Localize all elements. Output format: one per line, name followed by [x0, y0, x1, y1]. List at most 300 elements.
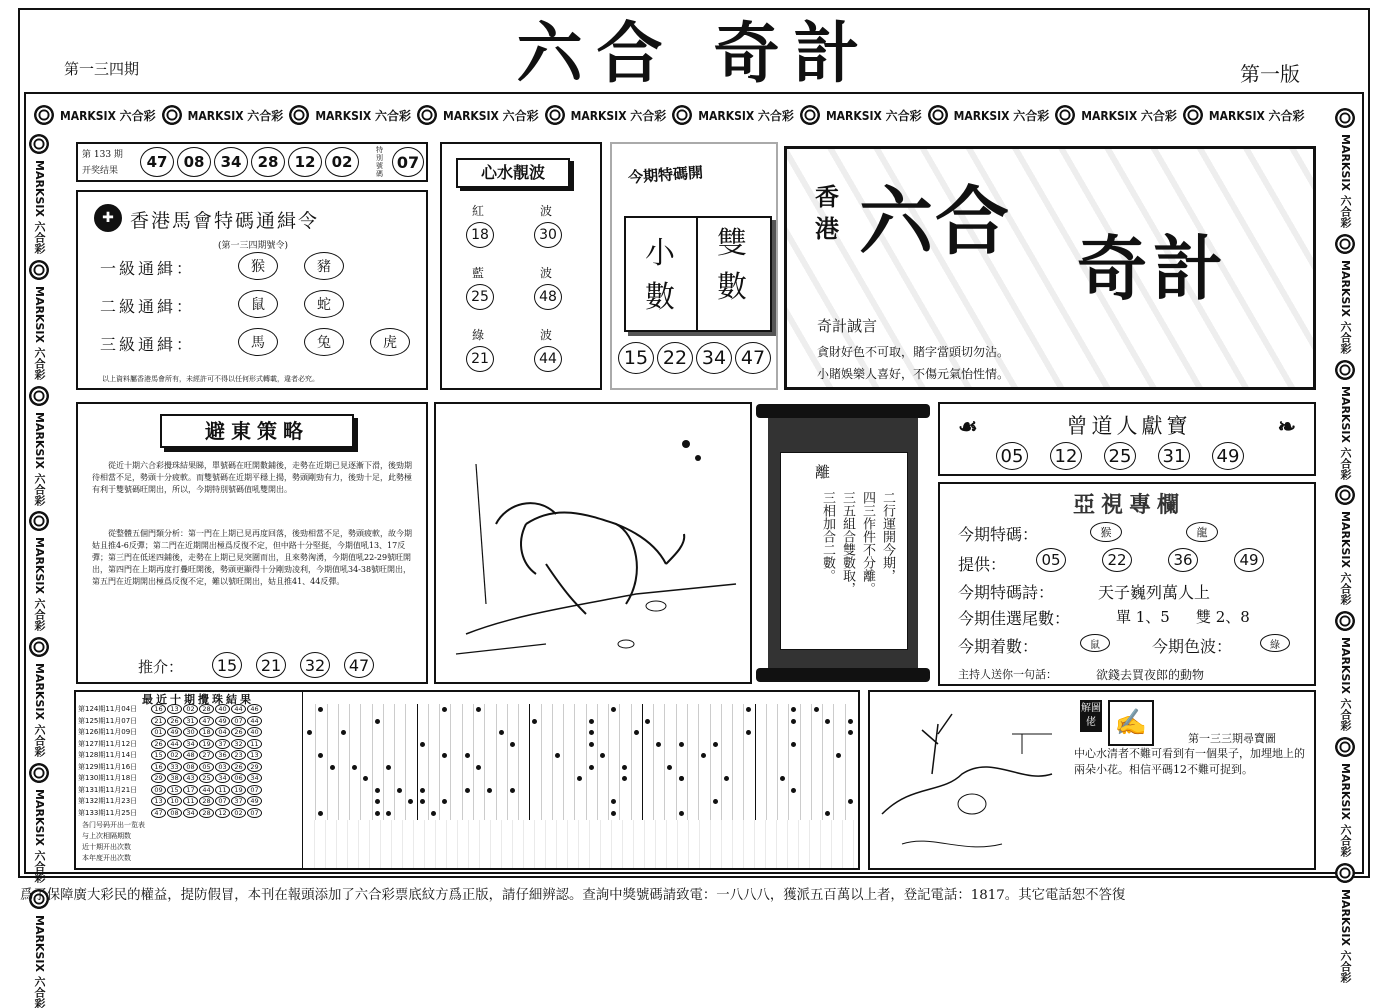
wave-label: 波: [540, 266, 553, 280]
recent-issue: 第133期11月25日: [78, 808, 138, 817]
asia-provide-numbers: [1036, 548, 1264, 572]
drawn-number-dot: [622, 765, 627, 770]
recent-number: 19: [231, 785, 246, 795]
wave-color-label: 紅: [472, 204, 485, 218]
recent-row: [78, 785, 262, 795]
marksix-stripe-right: [1332, 102, 1358, 983]
drawn-number-dot: [825, 719, 830, 724]
grid-column-line: [619, 704, 620, 820]
drawn-number-dot: [330, 765, 335, 770]
flower-icon: [29, 511, 49, 531]
special-label: 特別號碼: [376, 146, 383, 178]
grid-column-line: [349, 704, 350, 820]
recent-number: 09: [151, 785, 166, 795]
daoren-number: 12: [1050, 442, 1082, 470]
drawn-number-dot: [622, 776, 627, 781]
drawn-number-dot: [499, 730, 504, 735]
jockey-club-logo: ✚: [94, 204, 122, 232]
drawn-number-dot: [375, 811, 380, 816]
recent-number: 26: [151, 739, 166, 749]
flower-icon: [1183, 105, 1203, 125]
daoren-number: 05: [996, 442, 1028, 470]
grid-column-line: [777, 704, 778, 820]
asia-focus-label: 今期着數：: [958, 637, 1039, 656]
stripe-text: MARKSIX 六合彩: [1081, 108, 1177, 123]
asia-poem: 天子巍列萬人上: [1098, 583, 1211, 602]
treasure-text: 中心水清者不難可看到有一個果子，加埋地上的兩朵小花。相信平碼12不難可捉到。: [1074, 747, 1305, 776]
recent-number: 34: [247, 773, 262, 783]
last-draw-issue: 第 133 期: [82, 150, 123, 160]
stripe-text: MARKSIX 六合彩: [1339, 385, 1352, 480]
recent-number: 21: [151, 716, 166, 726]
grid-column-line: [732, 704, 733, 820]
recent-number: 27: [199, 750, 214, 760]
wanted-subtitle: (第一三四期號令): [218, 241, 289, 251]
asia-color-item: 綠: [1260, 634, 1290, 652]
grid-column-line: [529, 704, 530, 820]
wave-number: 44: [534, 346, 562, 372]
recent-issue: 第125期11月07日: [78, 716, 138, 725]
grid-column-line: [800, 704, 801, 820]
asia-color-label: 今期色波：: [1152, 637, 1233, 656]
wanted-row-label: 二級通緝：: [100, 297, 196, 316]
recent-footer-label: 与上次相隔期数: [82, 832, 131, 840]
wave-label: 波: [540, 204, 553, 218]
asia-focus-item: 鼠: [1080, 634, 1110, 652]
recent-number: 47: [151, 808, 166, 818]
flower-icon: [800, 105, 820, 125]
recent-number: 49: [167, 727, 182, 737]
recent-number: 23: [231, 750, 246, 760]
scroll-col3: 三五組合雙數取，: [840, 491, 855, 595]
scroll-head: 離: [815, 463, 831, 481]
drawn-number-dot: [487, 788, 492, 793]
recent-number: 34: [183, 808, 198, 818]
treasure-panel: [868, 690, 1316, 870]
recommend-number: 15: [212, 652, 242, 678]
strategy-para1: 從近十期六合彩攪珠結果睇，單號碼在旺開數鋪後，走勢在近期已見逐漸下滑，後勁期待相當不足，勢頭十分疲軟。而雙號碼在近期平穩上揚，勢頭剛勁有力，後勁十足，此勢極有利于雙號碼旺開出，所以，今期特別號碼值吼雙開出。: [92, 461, 412, 494]
drawn-number-dot: [420, 799, 425, 804]
grid-column-line: [394, 704, 395, 820]
recent-number: 07: [231, 716, 246, 726]
recent-footer-label: 各门号码开出一览表: [82, 821, 145, 829]
drawn-number-dot: [307, 730, 312, 735]
recent-number: 37: [215, 739, 230, 749]
recent-number: 13: [247, 750, 262, 760]
horse-illustration: [436, 404, 750, 682]
asia-tail-label: 今期佳選尾數：: [958, 609, 1071, 628]
asia-tail-double: 雙 2、8: [1196, 608, 1250, 626]
scroll-col2: 四三作件不分離。: [860, 491, 875, 595]
grid-column-line: [405, 704, 406, 820]
recent-number: 16: [151, 704, 166, 714]
recent-number: 08: [167, 808, 182, 818]
draw-number: 34: [214, 147, 248, 177]
treasure-icon: ✍: [1108, 700, 1154, 746]
flower-icon: [1335, 234, 1355, 254]
recent-number: 07: [247, 808, 262, 818]
drawn-number-dot: [476, 765, 481, 770]
flower-icon: [34, 105, 54, 125]
recommend-label: 推介：: [138, 658, 184, 676]
open-number: 47: [735, 342, 771, 374]
scroll-col1: 二行運開今期，: [880, 491, 895, 582]
grid-column-line: [574, 704, 575, 820]
special-open-numbers: [618, 342, 771, 374]
stripe-text: MARKSIX 六合彩: [1339, 259, 1352, 354]
flower-icon: [545, 105, 565, 125]
daoren-number: 25: [1104, 442, 1136, 470]
edition-label: 第一版: [1240, 62, 1300, 86]
daoren-left-ornament: ☙: [958, 414, 978, 440]
stripe-text: MARKSIX 六合彩: [1339, 511, 1352, 606]
drawn-number-dot: [713, 742, 718, 747]
treasure-title: 第一三三期尋寶圖: [1188, 732, 1276, 745]
grid-column-line: [811, 704, 812, 820]
recent-number: 49: [215, 716, 230, 726]
ad-motto-title: 奇計誠言: [817, 317, 878, 335]
recent-number: 36: [215, 750, 230, 760]
recent-number: 11: [215, 785, 230, 795]
drawn-number-dot: [746, 707, 751, 712]
treasure-map-illustration: [872, 694, 1072, 870]
flower-icon: [29, 763, 49, 783]
stripe-text: MARKSIX 六合彩: [1208, 108, 1305, 123]
drawn-number-dot: [791, 707, 796, 712]
ad-motto-1: 貪財好色不可取，賭字當頭切勿沾。: [817, 345, 1010, 359]
drawn-number-dot: [679, 776, 684, 781]
grid-column-line: [766, 704, 767, 820]
recent-row: [78, 750, 262, 760]
drawn-number-dot: [611, 799, 616, 804]
grid-column-line: [417, 704, 418, 820]
grid-column-line: [631, 704, 632, 820]
last-draw-result-label: 开奖结果: [82, 166, 119, 176]
recent-number: 13: [151, 796, 166, 806]
grid-column-line: [518, 704, 519, 820]
wanted-zodiac: 猴: [238, 252, 278, 280]
strategy-title: 避東策略: [160, 414, 354, 448]
ad-panel: [784, 146, 1316, 390]
recent-issue: 第132期11月23日: [78, 797, 138, 805]
recent-issue: 第126期11月09日: [78, 728, 138, 736]
recent-count-grid: [304, 820, 856, 868]
wave-color-label: 藍: [472, 266, 485, 280]
recent-issue: 第131期11月21日: [78, 785, 138, 794]
horse-illustration-panel: [434, 402, 752, 684]
drawn-number-dot: [679, 811, 684, 816]
recent-number: 32: [231, 739, 246, 749]
stripe-text: MARKSIX 六合彩: [33, 914, 46, 1008]
grid-column-line: [822, 704, 823, 820]
grid-column-line: [788, 704, 789, 820]
scroll-col4: 三相加合二數。: [820, 491, 835, 582]
stripe-text: MARKSIX 六合彩: [570, 108, 667, 123]
recent-number: 02: [183, 704, 198, 714]
drawn-number-dot: [375, 799, 380, 804]
recent-footer-label: 本年度开出次数: [82, 854, 131, 862]
daoren-number: 49: [1212, 442, 1244, 470]
grid-column-line: [664, 704, 665, 820]
flower-icon: [928, 105, 948, 125]
recent-issue: 第130期11月18日: [78, 774, 138, 782]
flower-icon: [1335, 108, 1355, 128]
drawn-number-dot: [679, 742, 684, 747]
asia-poem-label: 今期特碼詩：: [958, 583, 1055, 602]
asia-host-text: 欲錢去買夜郎的動物: [1096, 668, 1205, 682]
wanted-zodiac: 虎: [370, 328, 410, 356]
recent-number: 43: [183, 773, 198, 783]
recent-number: 08: [183, 762, 198, 772]
ad-place: 香港: [815, 183, 839, 243]
recent-number: 04: [215, 727, 230, 737]
grid-column-line: [338, 704, 339, 820]
grid-column-line: [755, 704, 756, 820]
grid-column-line: [676, 704, 677, 820]
recent-number: 11: [247, 739, 262, 749]
recent-number: 44: [167, 739, 182, 749]
grid-column-line: [484, 704, 485, 820]
draw-number: 08: [177, 147, 211, 177]
recent-issue: 第124期11月04日: [78, 705, 138, 713]
drawn-number-dot: [780, 776, 785, 781]
grid-column-line: [642, 704, 643, 820]
stripe-text: MARKSIX 六合彩: [33, 160, 46, 254]
drawn-number-dot: [510, 742, 515, 747]
stripe-text: MARKSIX 六合彩: [1339, 888, 1352, 983]
asia-special-label: 今期特碼：: [958, 525, 1039, 544]
drawn-number-dot: [848, 719, 853, 724]
special-number: 07: [392, 147, 424, 177]
daoren-title: 曾道人獻寶: [1066, 414, 1192, 438]
stripe-text: MARKSIX 六合彩: [1339, 762, 1352, 857]
recent-number: 10: [167, 796, 182, 806]
stripe-text: MARKSIX 六合彩: [825, 108, 922, 123]
recent-number: 11: [183, 796, 198, 806]
stripe-text: MARKSIX 六合彩: [315, 108, 411, 123]
stripe-text: MARKSIX 六合彩: [1339, 134, 1352, 228]
recent-number: 05: [199, 762, 214, 772]
issue-number: 第一三四期: [64, 60, 140, 78]
flower-icon: [29, 637, 49, 657]
drawn-number-dot: [746, 730, 751, 735]
open-number: 22: [657, 342, 693, 374]
wanted-row-label: 一級通緝：: [100, 259, 196, 278]
stripe-text: MARKSIX 六合彩: [33, 788, 46, 883]
drawn-number-dot: [589, 742, 594, 747]
recent-row: [78, 808, 262, 818]
flower-icon: [672, 105, 692, 125]
recent-number: 15: [151, 750, 166, 760]
masthead-title: 六合 奇計: [516, 15, 874, 92]
special-open-panel: [610, 142, 778, 390]
asia-number: 49: [1234, 548, 1264, 572]
drawn-number-dot: [611, 811, 616, 816]
recent-number: 07: [215, 796, 230, 806]
recent-row: [78, 739, 262, 749]
daoren-panel: [938, 402, 1316, 476]
stripe-text: MARKSIX 六合彩: [1339, 637, 1352, 731]
grid-column-line: [833, 704, 834, 820]
asia-special-item-2: 龍: [1186, 522, 1218, 542]
wanted-title: 香港馬會特碼通緝令: [130, 210, 320, 232]
asia-tail-single: 單 1、5: [1116, 608, 1170, 626]
open-number: 34: [696, 342, 732, 374]
wave-number: 30: [534, 222, 562, 248]
recommend-numbers: [212, 652, 374, 678]
recent-number: 15: [167, 785, 182, 795]
stripe-text: MARKSIX 六合彩: [187, 108, 284, 123]
ad-logo-b: 奇計: [1077, 228, 1229, 310]
draw-number: 47: [140, 147, 174, 177]
asia-special-item-1: 猴: [1090, 522, 1122, 542]
recent-number: 38: [167, 773, 182, 783]
recent-number: 44: [247, 716, 262, 726]
daoren-numbers: [996, 442, 1244, 470]
drawn-number-dot: [825, 811, 830, 816]
grid-column-line: [360, 704, 361, 820]
recent-number: 26: [231, 727, 246, 737]
drawn-number-dot: [420, 788, 425, 793]
draw-number: 02: [325, 147, 359, 177]
stripe-text: MARKSIX 六合彩: [33, 411, 46, 506]
wave-number: 48: [534, 284, 562, 310]
asia-number: 22: [1102, 548, 1132, 572]
last-draw-panel: [76, 142, 428, 182]
drawn-number-dot: [431, 811, 436, 816]
asia-provide-label: 提供：: [958, 555, 1007, 574]
drawn-number-dot: [724, 776, 729, 781]
wave-number: 25: [466, 284, 494, 310]
recent-number: 48: [183, 750, 198, 760]
drawn-number-dot: [713, 799, 718, 804]
stripe-text: MARKSIX 六合彩: [33, 285, 46, 380]
grid-column-line: [462, 704, 463, 820]
recent-results-panel: [74, 690, 860, 870]
drawn-number-dot: [442, 753, 447, 758]
grid-column-line: [586, 704, 587, 820]
recent-row: [78, 727, 262, 737]
recent-number: 25: [199, 773, 214, 783]
recent-number: 28: [199, 796, 214, 806]
recent-number: 12: [215, 808, 230, 818]
flower-icon: [1335, 737, 1355, 757]
drawn-number-dot: [634, 730, 639, 735]
drawn-number-dot: [656, 742, 661, 747]
recent-number: 26: [231, 762, 246, 772]
recent-title: 最近十期攪珠結果: [142, 693, 254, 706]
grid-column-line: [315, 704, 316, 820]
wanted-row-label: 三級通緝：: [100, 335, 196, 354]
recent-number: 44: [231, 704, 246, 714]
stripe-text: MARKSIX 六合彩: [442, 108, 539, 123]
recommend-number: 21: [256, 652, 286, 678]
recent-number: 07: [247, 785, 262, 795]
recent-number: 16: [151, 762, 166, 772]
drawn-number-dot: [791, 788, 796, 793]
drawn-number-dot: [465, 753, 470, 758]
recommend-number: 47: [344, 652, 374, 678]
recent-number: 34: [183, 739, 198, 749]
drawn-number-dot: [420, 742, 425, 747]
scroll-bottom-rod: [756, 668, 930, 682]
drawn-number-dot: [577, 776, 582, 781]
grid-column-line: [743, 704, 744, 820]
recent-number: 44: [199, 785, 214, 795]
recent-issue: 第129期11月16日: [78, 762, 138, 771]
recent-number: 49: [247, 796, 262, 806]
recent-number: 37: [231, 796, 246, 806]
recent-row: [78, 796, 262, 806]
grid-column-line: [473, 704, 474, 820]
special-open-title: 今期特碼開: [627, 163, 704, 187]
recent-number: 28: [199, 808, 214, 818]
flower-icon: [1335, 611, 1355, 631]
drawn-number-dot: [318, 707, 323, 712]
color-wave-title: 心水靚波: [456, 158, 570, 188]
scroll-top-rod: [756, 404, 930, 418]
wave-number: 18: [466, 222, 494, 248]
drawn-number-dot: [589, 719, 594, 724]
scroll-panel: [756, 404, 930, 682]
recent-number: 29: [247, 762, 262, 772]
grid-column-line: [439, 704, 440, 820]
treasure-badge: 解圖佬: [1080, 700, 1102, 732]
recent-row: [78, 762, 262, 772]
grid-column-line: [721, 704, 722, 820]
recent-number: 06: [231, 773, 246, 783]
drawn-number-dot: [386, 765, 391, 770]
drawn-number-dot: [318, 753, 323, 758]
stripe-text: MARKSIX 六合彩: [953, 108, 1050, 123]
asia-panel: [938, 482, 1316, 686]
recent-dot-grid: [304, 704, 856, 820]
recent-number: 17: [183, 785, 198, 795]
special-open-right: 雙數: [717, 226, 747, 305]
grid-column-line: [608, 704, 609, 820]
color-wave-panel: [440, 142, 602, 390]
grid-column-line: [541, 704, 542, 820]
recent-number: 26: [167, 716, 182, 726]
special-open-card: [624, 216, 772, 332]
stripe-text: MARKSIX 六合彩: [33, 537, 46, 632]
drawn-number-dot: [375, 719, 380, 724]
marksix-stripe-left: [28, 128, 50, 1008]
grid-column-line: [507, 704, 508, 820]
last-draw-numbers: [140, 147, 359, 177]
flower-icon: [29, 260, 49, 280]
wave-color-label: 綠: [472, 328, 485, 342]
flower-icon: [29, 134, 49, 154]
ad-logo-a: 六合: [859, 179, 1011, 265]
flower-icon: [29, 386, 49, 406]
marksix-stripe-top: [28, 102, 1338, 128]
drawn-number-dot: [555, 753, 560, 758]
recent-number: 18: [199, 727, 214, 737]
recent-row: [78, 716, 262, 726]
footer-notice: 爲了保障廣大彩民的權益，提防假冒，本刊在報頭添加了六合彩票底紋方爲正版，請仔細辨認。查詢中獎號碼請致電：一八八八，獲派五百萬以上者，登記電話：1817。其它電話恕不答復: [20, 888, 1126, 903]
asia-number: 05: [1036, 548, 1066, 572]
drawn-number-dot: [848, 799, 853, 804]
stripe-text: MARKSIX 六合彩: [33, 663, 46, 757]
flower-icon: [1055, 105, 1075, 125]
wanted-zodiac: 蛇: [304, 290, 344, 318]
recent-number: 13: [167, 704, 182, 714]
stripe-text: MARKSIX 六合彩: [698, 108, 794, 123]
drawn-number-dot: [611, 707, 616, 712]
strategy-para2: 從整體五個門類分析：第一門在上期已見再度回落，後勁相當不足，勢頭疲軟，故今期姑且推4-6反彈；第二門在近期開出極爲反復不定，但中路十分堅挺，今期值吼13、17反彈；第三門在低迷四鋪後，走勢在上期已見突圍而出，且來勢洶湧，今期值吼22-29號旺開出，第四門在上期再度打疊旺開後，勢頭更顯得十分剛勁凌利，今期值吼34-38號旺開出，第五門在近期開出極爲反復不定，難以號旺開出，姑且推41、44反彈。: [92, 529, 412, 586]
drawn-number-dot: [791, 742, 796, 747]
